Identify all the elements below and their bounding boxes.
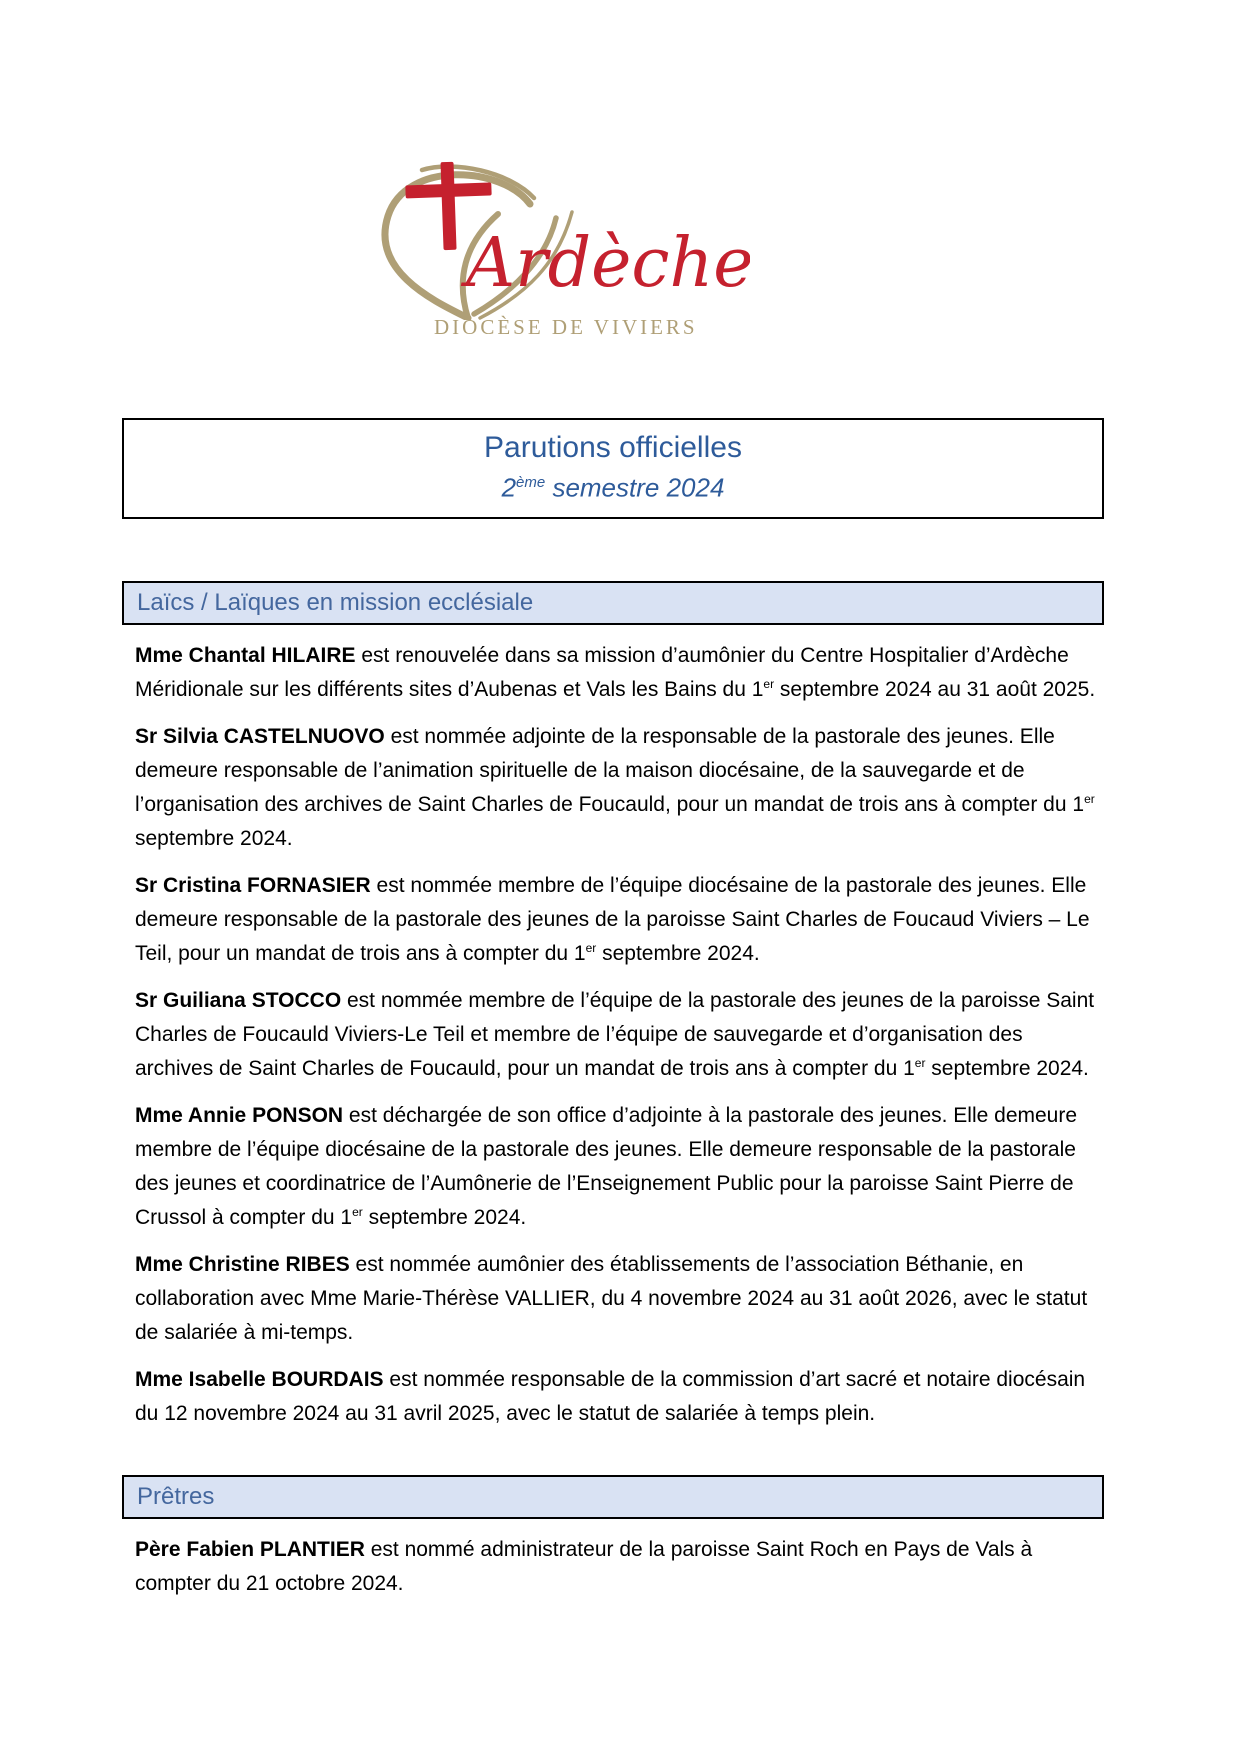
ordinal-superscript: er (352, 1204, 363, 1219)
person-name: Mme Christine RIBES (135, 1252, 350, 1276)
person-name: Sr Guiliana STOCCO (135, 988, 342, 1012)
appointment-entry: Mme Isabelle BOURDAIS est nommée responsable de la commission d’art sacré et notaire diocésain du 12 novembre 2024 au 31 avril 2025, avec le statut de salariée à temps plein. (135, 1367, 1086, 1425)
section-heading-bar (122, 581, 1104, 625)
document-body (0, 581, 1240, 1601)
logo-brand-text: Ardèche (466, 224, 750, 303)
heart-cross-logo-icon (350, 160, 750, 320)
subtitle-rest: semestre 2024 (545, 472, 725, 503)
title-box (122, 418, 1104, 519)
ordinal-superscript: er (914, 1055, 926, 1070)
appointments-section (0, 1475, 1240, 1601)
logo-tagline-text: DIOCÈSE DE VIVIERS (434, 315, 698, 339)
section-heading-label: Prêtres (137, 1482, 215, 1510)
appointment-entry: Père Fabien PLANTIER est nommé administrateur de la paroisse Saint Roch en Pays de Vals à compter du 21 octobre 2024. (135, 1537, 1033, 1595)
section-heading-label: Laïcs / Laïques en mission ecclésiale (137, 588, 534, 616)
person-name: Sr Silvia CASTELNUOVO (135, 724, 385, 748)
appointment-entry: Mme Chantal HILAIRE est renouvelée dans sa mission d’aumônier du Centre Hospitalier d’Ardèche Méridionale sur les différents sites d’Aubenas et Vals les Bains du 1er septembre 2024 au 31 août 2025. (135, 643, 1096, 701)
appointments-section (0, 581, 1240, 1431)
person-name: Mme Chantal HILAIRE (135, 643, 356, 667)
appointment-entry: Sr Guiliana STOCCO est nommée membre de l’équipe de la pastorale des jeunes de la paroisse Saint Charles de Foucauld Viviers-Le Teil et membre de l’équipe de sauvegarde et d’organisation des archives de Saint Charles de Foucauld, pour un mandat de trois ans à compter du 1er septembre 2024. (135, 988, 1095, 1080)
ordinal-superscript: er (585, 940, 597, 955)
ordinal-superscript: er (1084, 791, 1095, 806)
person-name: Sr Cristina FORNASIER (135, 873, 371, 897)
person-name: Père Fabien PLANTIER (135, 1537, 365, 1561)
document-title: Parutions officielles (484, 431, 742, 464)
subtitle-ordinal-superscript: ème (516, 474, 546, 491)
document-subtitle (124, 466, 1102, 505)
ordinal-superscript: er (763, 676, 775, 691)
subtitle-number: 2 (501, 472, 517, 503)
person-name: Mme Isabelle BOURDAIS (135, 1367, 384, 1391)
appointment-entry: Mme Christine RIBES est nommée aumônier des établissements de l’association Béthanie, en collaboration avec Mme Marie-Thérèse VALLIER, du 4 novembre 2024 au 31 août 2026, avec le statut de salariée à mi-temps. (135, 1252, 1088, 1344)
appointment-entry: Mme Annie PONSON est déchargée de son office d’adjointe à la pastorale des jeunes. Elle demeure membre de l’équipe diocésaine de la pastorale des jeunes. Elle demeure responsable de la pastorale des jeunes et coordinatrice de l’Aumônerie de l’Enseignement Public pour la paroisse Saint Pierre de Crussol à compter du 1er septembre 2024. (135, 1103, 1078, 1229)
section-heading-bar (122, 1475, 1104, 1519)
appointment-entry: Sr Silvia CASTELNUOVO est nommée adjointe de la responsable de la pastorale des jeunes. Elle demeure responsable de l’animation spirituelle de la maison diocésaine, de la sauvegarde et de l’organisation des archives de Saint Charles de Foucauld, pour un mandat de trois ans à compter du 1er septembre 2024. (135, 724, 1095, 850)
person-name: Mme Annie PONSON (135, 1103, 344, 1127)
diocese-logo (350, 160, 760, 340)
appointment-entry: Sr Cristina FORNASIER est nommée membre de l’équipe diocésaine de la pastorale des jeunes. Elle demeure responsable de la pastorale des jeunes de la paroisse Saint Charles de Foucaud Viviers – Le Teil, pour un mandat de trois ans à compter du 1er septembre 2024. (135, 873, 1090, 965)
